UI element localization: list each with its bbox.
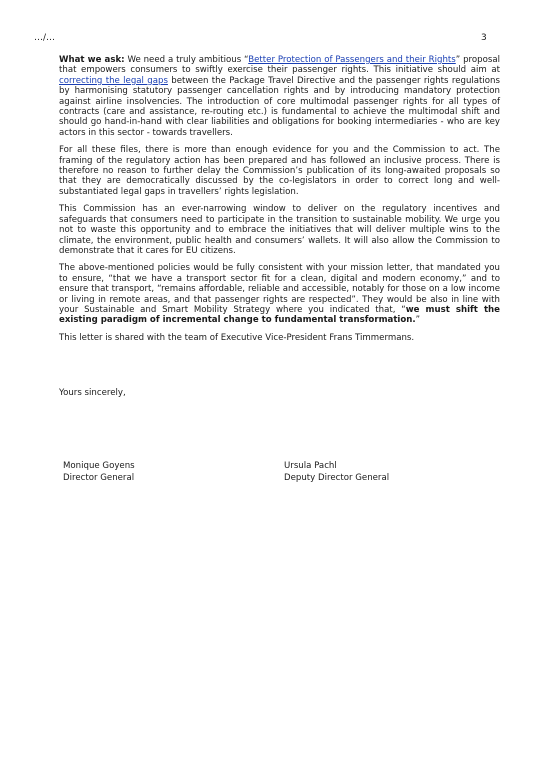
paragraph-what-we-ask <box>59 55 500 138</box>
paragraph-text: The above-mentioned policies would be fully consistent with your mission letter, that mandated you to ensure, “that we have a transport sector fit for a clean, digital and modern economy,” and to ensure that transport, “remains affordable, reliable and accessible, notably for those on a low income or living in remote areas, and that passenger rights are respected”. They would be also in line with your Sustainable and Smart Mobility Strategy where you indicated that, “ <box>59 263 500 315</box>
paragraph-text: ” <box>415 315 421 326</box>
signatory-name: Monique Goyens <box>63 461 135 471</box>
passenger-rights-link[interactable]: Better Protection of Passengers and their Rights <box>248 55 456 65</box>
paragraph-window: This Commission has an ever-narrowing window to deliver on the regulatory incentives and safeguards that consumers need to participate in the transition to sustainable mobility. We urge you not to waste this opportunity and to embrace the initiatives that will deliver multiple wins to the climate, the environment, public health and consumers’ wallets. It will also allow the Commission to demonstrate that it cares for EU citizens. <box>59 204 500 256</box>
legal-gaps-link[interactable]: correcting the legal gaps <box>59 75 168 86</box>
continuation-mark: …/… <box>34 33 56 43</box>
bold-quote: we must shift the existing paradigm of incremental change to fundamental transformation. <box>59 304 501 326</box>
signatory-1 <box>63 461 135 484</box>
signatory-title: Deputy Director General <box>284 472 390 483</box>
page-number: 3 <box>481 33 487 43</box>
letter-body <box>59 55 500 350</box>
signatory-2 <box>284 461 389 484</box>
paragraph-text: between the Package Travel Directive and the passenger rights regulations by harmonising statutory passenger cancellation rights and by introducing mandatory protection against airline insolvencies. The introduction of core multimodal passenger rights for all types of contracts (care and assistance, re-routing etc.) is fundamental to achieve the multimodal shift and should go hand-in-hand with clear liabilities and obligations for booking intermediaries - who are key actors in this sector - towards travellers. <box>59 75 500 138</box>
signatory-name: Ursula Pachl <box>284 461 337 471</box>
what-we-ask-label: What we ask: <box>59 55 125 65</box>
paragraph-mission-letter <box>59 263 500 325</box>
paragraph-evidence: For all these files, there is more than enough evidence for you and the Commission to act. The framing of the regulatory action has been prepared and has followed an inclusive process. There is therefore no reason to further delay the Commission’s publication of its long-awaited proposals so that they are democratically discussed by the co-legislators in order to correct long and well-substantiated legal gaps in travellers’ rights legislation. <box>59 145 500 197</box>
paragraph-text: We need a truly ambitious “ <box>124 55 249 65</box>
closing-salutation: Yours sincerely, <box>59 388 126 398</box>
paragraph-text: ” proposal that empowers consumers to swiftly exercise their passenger rights. This initiative should aim at <box>59 55 500 76</box>
signatory-title: Director General <box>63 472 135 483</box>
paragraph-shared: This letter is shared with the team of Executive Vice-President Frans Timmermans. <box>59 332 415 343</box>
